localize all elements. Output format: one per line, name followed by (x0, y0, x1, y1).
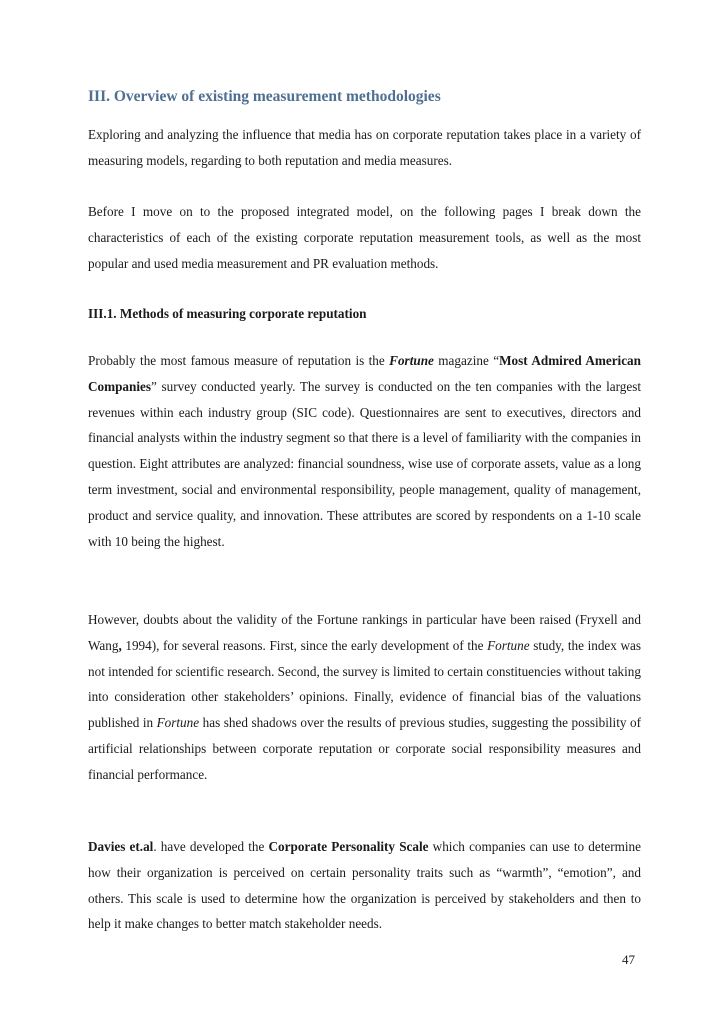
section-heading: III. Overview of existing measurement methodologies (88, 88, 441, 105)
scale-name: Corporate Personality Scale (268, 839, 429, 854)
paragraph-personality-scale (88, 834, 641, 937)
author-name: Davies et.al (88, 839, 154, 854)
text-run: , (118, 637, 122, 653)
text-run: 1994), for several reasons. First, since the early development of the (121, 637, 488, 653)
text-run: has shed shadows over the results of previous studies, suggesting the possibility of artificial relationships between corporate reputation or corporate social responsibility measures and financial performance. (88, 715, 641, 782)
text-run: . have developed the (153, 839, 269, 854)
paragraph-intro: Exploring and analyzing the influence that media has on corporate reputation takes place in a variety of measuring models, regarding to both reputation and media measures. (88, 127, 641, 168)
text-run: which companies can use to determine how their organization is perceived on certain personality traits such as “warmth”, “emotion”, and others. This scale is used to determine how the organization is perceived by stakeholders and then to help it make changes to better match stakeholder needs. (88, 839, 642, 932)
survey-name: Most Admired American Companies (88, 353, 641, 394)
text-run: magazine “ (433, 353, 500, 368)
paragraph-fortune-survey (88, 348, 641, 554)
paragraph-outline: Before I move on to the proposed integrated model, on the following pages I break down the characteristics of each of the existing corporate reputation measurement tools, as well as the most popular and used media measurement and PR evaluation methods. (88, 204, 641, 271)
fortune-title: Fortune (389, 353, 434, 368)
fortune-title: Fortune (487, 637, 530, 653)
text-run: study, the index was not intended for scientific research. Second, the survey is limited to certain constituencies without taking into consideration other stakeholders’ opinions. Finally, evidence of financial bias of the valuations published in (88, 637, 641, 731)
text-run: ” survey conducted yearly. The survey is conducted on the ten companies with the largest revenues within each industry group (SIC code). Questionnaires are sent to executives, directors and financial analysts within the industry segment so that there is a level of familiarity with the companies in question. Eight attributes are analyzed: financial soundness, wise use of corporate assets, value as a long term investment, social and environmental responsibility, people management, quality of management, product and service quality, and innovation. These attributes are scored by respondents on a 1-10 scale with 10 being the highest. (88, 378, 641, 549)
fortune-title: Fortune (156, 715, 200, 731)
paragraph-fortune-criticism (88, 607, 641, 788)
text-run: Probably the most famous measure of reputation is the (88, 353, 390, 368)
page-number: 47 (622, 952, 635, 967)
subsection-heading: III.1. Methods of measuring corporate reputation (88, 306, 367, 321)
text-run: However, doubts about the validity of the Fortune rankings in particular have been raised (Fryxell and Wang (88, 612, 641, 653)
